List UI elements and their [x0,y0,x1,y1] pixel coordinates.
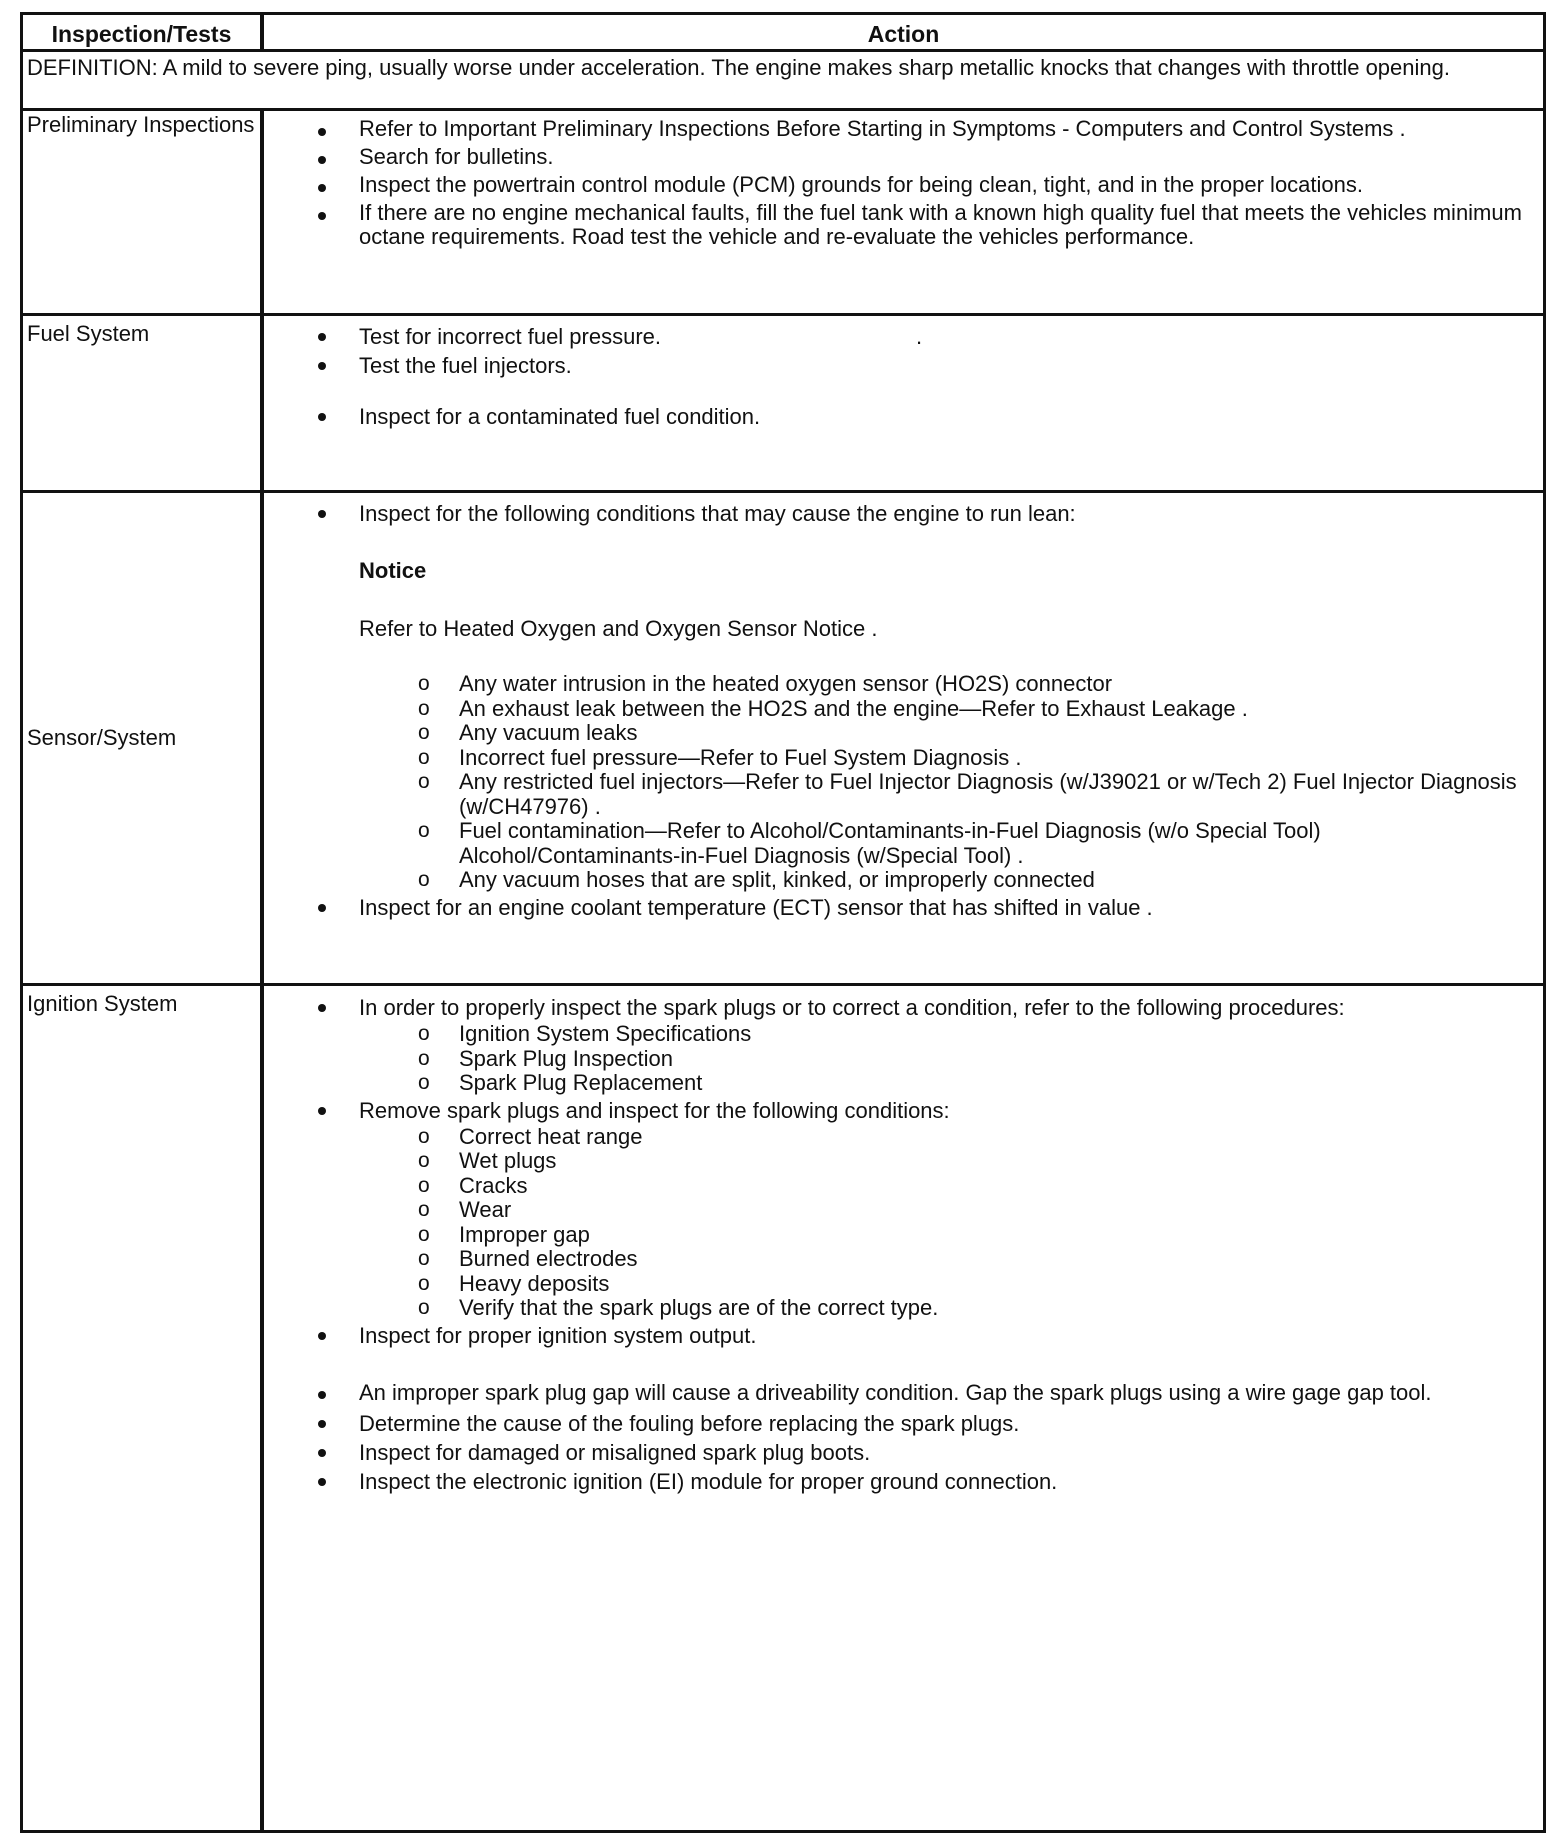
notice-text: Refer to Heated Oxygen and Oxygen Sensor Notice . [359,616,878,641]
sub-item: o Improper gap [263,1223,1537,1248]
list-item: Refer to Important Preliminary Inspections Before Starting in Symptoms - Computers and Control Systems . [263,117,1537,141]
definition-divider [23,108,1543,111]
sub-item: o Spark Plug Inspection [263,1047,1537,1072]
fuel-actions [263,322,1537,431]
sub-item: o An exhaust leak between the HO2S and the engine—Refer to Exhaust Leakage . [263,697,1537,722]
sub-item: o Fuel contamination—Refer to Alcohol/Contaminants-in-Fuel Diagnosis (w/o Special Tool) Alcohol/Contaminants-in-Fuel Diagnosis (w/Special Tool) . [263,819,1537,868]
sub-item: o Wear [263,1198,1537,1223]
list-item: Inspect for an engine coolant temperature (ECT) sensor that has shifted in value . [263,893,1537,922]
label-fuel-system: Fuel System [27,321,150,346]
label-ignition-system: Ignition System [27,991,178,1016]
sub-item: o Ignition System Specifications [263,1022,1537,1047]
header-divider [23,49,1543,52]
list-item: Inspect for proper ignition system output. [263,1321,1537,1350]
header-inspection-tests: Inspection/Tests [51,21,232,47]
preliminary-actions [263,117,1537,249]
list-item: Inspect the electronic ignition (EI) module for proper ground connection. [263,1467,1537,1496]
list-item: Determine the cause of the fouling before replacing the spark plugs. [263,1409,1537,1438]
sub-item: o Correct heat range [263,1125,1537,1150]
list-item: Inspect the powertrain control module (PCM) grounds for being clean, tight, and in the proper locations. [263,173,1537,197]
list-item: Test for incorrect fuel pressure. [263,322,1537,351]
sub-item: o Any vacuum leaks [263,721,1537,746]
sub-item: o Burned electrodes [263,1247,1537,1272]
sub-item: o Incorrect fuel pressure—Refer to Fuel System Diagnosis . [263,746,1537,771]
sub-item: o Any restricted fuel injectors—Refer to Fuel Injector Diagnosis (w/J39021 or w/Tech 2) Fuel Injector Diagnosis (w/CH47976) . [263,770,1537,819]
diagnostic-table [20,12,1546,1833]
row-divider [23,490,1543,493]
list-item: Remove spark plugs and inspect for the following conditions: [263,1096,1537,1125]
sub-item: o Spark Plug Replacement [263,1071,1537,1096]
list-item: If there are no engine mechanical faults, fill the fuel tank with a known high quality fuel that meets the vehicles minimum octane requirements. Road test the vehicle and re-evaluate the vehicles performance. [263,201,1537,249]
list-item: An improper spark plug gap will cause a driveability condition. Gap the spark plugs using a wire gage gap tool. [263,1380,1537,1405]
sub-item: o Verify that the spark plugs are of the correct type. [263,1296,1537,1321]
sub-item: o Wet plugs [263,1149,1537,1174]
notice-title: Notice [359,558,427,583]
list-item: Search for bulletins. [263,145,1537,169]
list-item: In order to properly inspect the spark plugs or to correct a condition, refer to the following procedures: [263,993,1537,1022]
list-item: Inspect for damaged or misaligned spark plug boots. [263,1438,1537,1467]
header-action: Action [867,21,940,47]
definition-text: DEFINITION: A mild to severe ping, usually worse under acceleration. The engine makes sharp metallic knocks that changes with throttle opening. [27,55,1450,80]
sensor-actions [263,499,1537,922]
row-divider [23,313,1543,316]
sub-item: o Cracks [263,1174,1537,1199]
row-divider [23,983,1543,986]
sub-item: o Any water intrusion in the heated oxygen sensor (HO2S) connector [263,672,1537,697]
label-preliminary-inspections: Preliminary Inspections [27,112,255,137]
list-item: Test the fuel injectors. [263,351,1537,380]
stray-period: . [916,324,923,349]
ignition-actions [263,993,1537,1496]
sub-item: o Heavy deposits [263,1272,1537,1297]
sub-item: o Any vacuum hoses that are split, kinked, or improperly connected [263,868,1537,893]
label-sensor-system: Sensor/System [27,725,177,750]
list-item: Inspect for the following conditions that may cause the engine to run lean: [263,499,1537,528]
list-item: Inspect for a contaminated fuel condition. [263,402,1537,431]
